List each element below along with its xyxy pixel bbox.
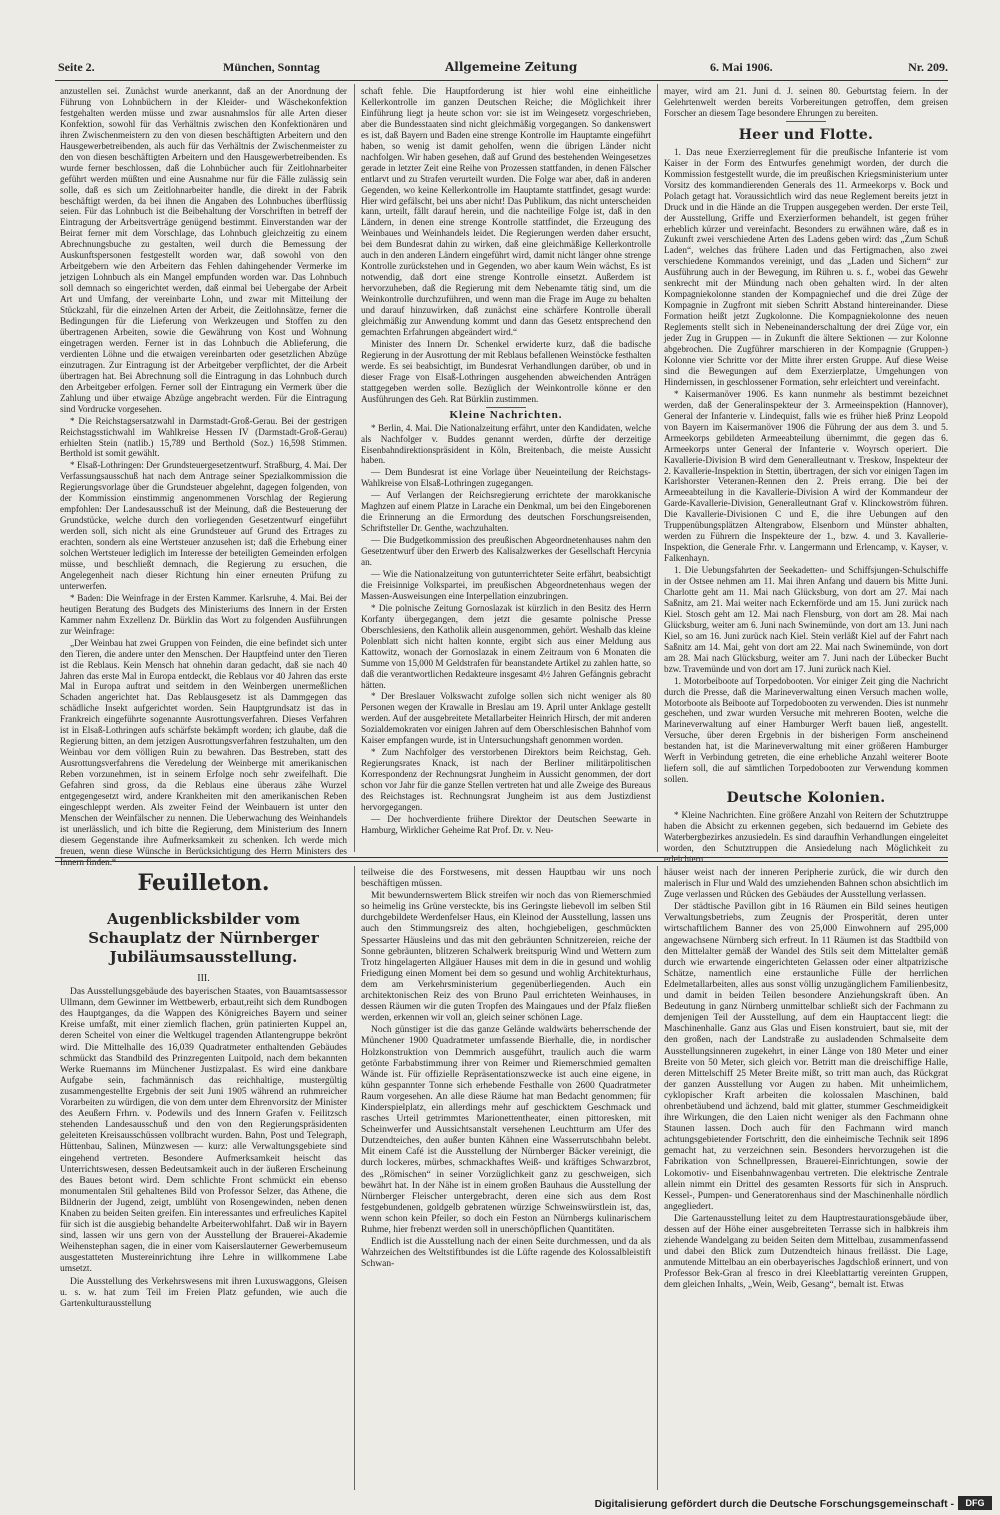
- paragraph: 1. Die Uebungsfahrten der Seekadetten- und Schiffsjungen-Schulschiffe in der Ostsee nehmen am 11. Mai ihren Anfang und dauern bis Mitte Juni. Charlotte geht am 11. Mai nach Glücksburg, von dort am 27. Mai nach Saßnitz, am 21. Mai weiter nach Eckernförde und am 15. Juni zurück nach Kiel. Stosch geht am 12. Mai nach Flensburg, von dort am 28. Mai nach Glücksburg, weiter am 6. Juni nach Swinemünde, von dort am 13. Juni nach Kiel, so am 16. Juni zurück nach Kiel. Stein verläßt Kiel auf der Fahrt nach Saßnitz am 14. Mai, geht von dort am 22. Mai nach Swinemünde, von dort am 28. Mai nach Glücksburg, weiter am 7. Juni nach der Lübecker Bucht bzw. Travemünde und von dort am 17. Juni zurück nach Kiel.: [664, 565, 948, 674]
- paragraph: häuser weist nach der inneren Peripherie zurück, die wir durch den malerisch in Flur und Wald des umziehenden Bahnen schon absichtlich im Zuge verlassen und Rücken des Gebäudes der Ausstellung verlassen.: [664, 868, 948, 901]
- section-heading-deutsche-kolonien: Deutsche Kolonien.: [726, 790, 886, 807]
- digitization-credit: [594, 1496, 998, 1512]
- page-number: Seite 2.: [58, 60, 95, 74]
- paragraph: * Elsaß-Lothringen: Der Grundsteuergesetzentwurf. Straßburg, 4. Mai. Der Verfassungsausschuß hat nach dem Antrage seiner Spezialkommission die Regierungsvorlage über die Grundsteuer abgelehnt, dagegen folgenden, von der Kommission einstimmig angenommenen Vorschlag der Regierung empfohlen: Der Landesausschuß ist der Meinung, daß die Besteuerung der Grundstücke, welche durch den vorliegenden Gesetzentwurf eingeführt werden soll, sich nicht als eine Grundsteuer auf Grund des Ertrages zu erachten, sondern als eine Wertsteuer anzusehen ist; daß die Erhebung einer solchen Wertsteuer lediglich im Interesse der beteiligten Gemeinden erfolgen müsse, und beschließt demnach, die Regierung zu ersuchen, die Angelegenheit nach dieser Richtung hin einer erneuten Prüfung zu unterwerfen.: [60, 460, 347, 591]
- paragraph: — Der hochverdiente frühere Direktor der Deutschen Seewarte in Hamburg, Wirklicher Geheime Rat Prof. Dr. v. Neu-: [361, 813, 651, 835]
- paper-name: Allgemeine Zeitung: [445, 60, 578, 74]
- column-rule: [354, 866, 355, 1490]
- paragraph: * Berlin, 4. Mai. Die Nationalzeitung erfährt, unter den Kandidaten, welche als Nachfolger v. Buddes genannt werden, dürfte der derzeitige Eisenbahndirektionspräsident in Köln, Breitenbach, die meiste Aussicht haben.: [361, 422, 651, 466]
- paragraph: Endlich ist die Ausstellung nach der einen Seite durchmessen, und da als Wahrzeichen des Weltstiftbundes ist die Lüfte ragende des Kolossalbleistift Schwan-: [361, 1237, 651, 1270]
- article-title: Augenblicksbilder vom Schauplatz der Nürnberger Jubiläumsausstellung.: [88, 910, 319, 966]
- paragraph: * Kaisermanöver 1906. Es kann nunmehr als bestimmt bezeichnet werden, daß der Generalinspekteur der 3. Armeeinspektion (Hannover), General der Infanterie v. Lindequist, falls wie es früher hieß Prinz Leopold von Bayern im Kaisermanöver 1906 die Führung der aus dem 3. und 5. Armeekorps gebildeten Armeeabteilung übernimmt, die gegen das 6. Armeekorps unter General der Infanterie v. Woyrsch operiert. Die Kavallerie-Division B wird dem Generalleutnant v. Treskow, Inspekteur der 2. Kavallerie-Inspektion in Stettin, übertragen, der sich vor einigen Tagen im Karlshorster Veteranen-Rennen den 2. Preis errang. Die bei der Armeeabteilung in die Kavallerie-Division A wird der Kommandeur der Garde-Kavallerie-Division, Generalleutnant Graf v. Klinckowström führen. Die Kavallerie-Divisionen C und E, die ihre Uebungen auf den Truppenübungsplätzen Altengrabow, Elsenborn und Münster abhalten, werden zu Führern die Inspekteure der 1., bzw. 4. und 3. Kavallerie-Inspektion, die Generale Frhr. v. Langermann und Erlencamp, v. Kayser, v. Falkenhayn.: [664, 388, 948, 564]
- paragraph: 1. Das neue Exerzierreglement für die preußische Infanterie ist vom Kaiser in der Form des Entwurfes genehmigt worden, der durch die Kommission festgestellt wurde, die im preußischen Kriegsministerium unter Vorsitz des kommandierenden Generals des 11. Armeekorps v. Bock und Polach getagt hat. Voraussichtlich wird das neue Reglement bereits jetzt in Druck und in die Hände an die Truppen ausgegeben werden. Der erste Teil, der Ausstellung, Griffe und Exerzierformen behandelt, ist gegen früher erheblich kürzer und vereinfacht. Besonders zu erwähnen wäre, daß es in Zukunft zwei verschiedene Arten des Ladens geben wird: das „Zum Schuß Laden“, welches das frühere Laden und das Fertigmachen, also zwei verschiedene Kommandos vereinigt, und das „Laden und Sichern“ zur Ausführung auch in der Bewegung, im Rühren u. s. f., wobei das Gewehr senkrecht mit der Mündung nach oben gehalten wird. In der alten Kompagniekolonne standen der Kompagniechef und die drei Züge der Kompagnie in Zugfront mit sieben Schritt Abstand hintereinander. Diese Formation heißt jetzt Zugkolonne. Die Kompagniekolonne des neuen Reglements stellt sich in Nebeneinanderschaltung der drei Züge vor, ein jeder Zug in Gruppen — in Zukunft die ältere Sektionen — zur Kolonne abgebrochen. Die Zugführer marschieren in der Kompagnie (Gruppen-) Kolonne vier Schritte vor der Mitte ihrer ersten Gruppe. Auf diese Weise sind die Bewegungen auf dem Exerzierplatze, Umgehungen von Hindernissen, in geschlossener Formation, sehr erleichtert und vereinfacht.: [664, 146, 948, 387]
- issue-date: 6. Mai 1906.: [710, 60, 773, 74]
- paragraph: * Der Breslauer Volkswacht zufolge sollen sich nicht weniger als 80 Personen wegen der Krawalle in Breslau am 19. April unter Anklage gestellt werden. Auf der ausgebreitete Metallarbeiter Heinrich Hirsch, der mit anderen Sozialdemokraten vor einigen Jahren auf dem Oberschlesischen Bahnhof vom Kaiser empfangen wurde, ist in Untersuchungshaft genommen worden.: [361, 691, 651, 746]
- paragraph: * Die Reichstagsersatzwahl in Darmstadt-Groß-Gerau. Bei der gestrigen Reichstagsstichwahl im Wahlkreise Hessen IV (Darmstadt-Groß-Gerau) erhielten Stein (natlib.) 15,789 und Berthold (Soz.) 16,598 Stimmen. Berthold ist somit gewählt.: [60, 415, 347, 459]
- paragraph: * Die polnische Zeitung Gornoslazak ist kürzlich in den Besitz des Herrn Korfanty übergegangen, dem jetzt die gesamte polnische Presse Oberschlesiens, den Katholik allein ausgenommen, gehört. Weshalb das kleine Polenblatt sich nicht halten konnte, ergibt sich aus einer Meldung aus Kattowitz, wonach der Gornoslazak in einem Zeitraum von 6 Monaten die Summe von 15,000 M Geldstrafen für beanstandete Artikel zu zahlen hatte, so daß die verantwortlichen Redakteure insgesamt 4½ Jahren Gefängnis gebracht hätten.: [361, 602, 651, 690]
- feuilleton-title: Feuilleton.: [137, 870, 270, 896]
- paragraph: teilweise die des Forstwesens, mit dessen Hauptbau wir uns noch beschäftigen müssen.: [361, 868, 651, 890]
- paragraph: * Kleine Nachrichten. Eine größere Anzahl von Reitern der Schutztruppe haben die Absicht zu erkennen gegeben, sich bedauernd im Gebiete des Waterbergbezirkes anzusiedeln. Es sind daraufhin Verhandlungen eingeleitet worden, den Schutztruppen die Ansiedelung nach Möglichkeit zu erleichtern.: [664, 810, 948, 864]
- section-rule: [486, 407, 526, 408]
- section-rule: [786, 121, 826, 122]
- paragraph: 1. Motorbeiboote auf Torpedobooten. Vor einiger Zeit ging die Nachricht durch die Presse, daß die Marineverwaltung einen Versuch machen wolle, Motorboote als Beiboote auf Torpedobooten zu verwenden. Dies ist nunmehr geschehen, und zwar wurden Versuche mit mehreren Booten, welche die Marineverwaltung auf einer Hamburger Werft bauen ließ, angestellt. Versuche, über deren Ergebnis in der bisherigen Form anscheinend bestanden hat, ist die Marineverwaltung mit einer größeren Hamburger Werft in Verbindung getreten, die eine erhebliche Anzahl weiterer Boote liefern soll, die auf sämtlichen Torpedobooten zur Verwendung kommen sollen.: [664, 675, 948, 785]
- paragraph: — Auf Verlangen der Reichsregierung errichtete der marokkanische Maghzen auf einem Platze in Larache ein Denkmal, um bei den Eingeborenen die Erinnerung an die Ermordung des deutschen Forschungsreisenden, Schriftsteller Dr. Genthe, wachzuhalten.: [361, 490, 651, 534]
- feuilleton-divider: [55, 857, 948, 862]
- paragraph: schaft fehle. Die Hauptforderung ist hier wohl eine einheitliche Kellerkontrolle im ganzen Deutschen Reiche; die Möglichkeit ihrer Einführung liegt ja heute schon vor: sie ist im Weingesetz vorgeschrieben, aber die Bundesstaaten sind nicht gleichmäßig vorgegangen. So dankenswert es ist, daß Bayern und Baden eine strenge Kontrolle im Hauptamte eingeführt haben, so wenig ist damit geholfen, wenn die übrigen Länder nicht nachfolgen. Wir haben gesehen, daß auf Grund des bestehenden Weingesetzes gerade in letzter Zeit eine Reihe von Prozessen stattfanden, in denen Fälscher entlarvt und zu Strafen verurteilt wurden. Die Folge war aber, daß in anderen Gegenden, wo keine Kellerkontrolle im Hauptamte stattfindet, gesagt wurde: Hier wird gefälscht, bei uns aber nicht! Das Publikum, das nicht unterscheiden kann, urteilt, fällt darauf herein, und die nachteilige Folge ist, daß in den Ländern, in denen eine strenge Kontrolle stattfindet, die Erzeugung des Weinbaues und Weinhandels leidet. Die Regierungen werden daher ersucht, bei dem Bundesrat dahin zu wirken, daß eine gleichmäßige Kellerkontrolle auch in den anderen Ländern eingeführt wird, damit nicht länger ohne strenge Kontrolle zurückstehen und in Gegenden, wo aber kaum Wein wächst, Es ist notwendig, daß dort eine strenge Kontrolle einsetzt. Außerdem ist hervorzuheben, daß die Regierung mit dem Nebenamte tätig sind, um die Weinkontrolle durchzuführen, und wenn man die Frage im Auge zu behalten und darauf hinzuwirken, daß zunächst eine schärfere Kontrolle überall gleichmäßig zur Anwendung kommt und dann das Gesetz entsprechend den gemachten Erfahrungen abgeändert wird.“: [361, 86, 651, 337]
- column-rule: [657, 866, 658, 1490]
- feuilleton-column-1: [60, 868, 347, 1488]
- paragraph: Die Gartenausstellung leitet zu dem Hauptrestaurationsgebäude über, dessen auf der Höhe einer ausgebreiteten Terrasse sich in halbkreis ihm ziehende Wandelgang zu beiden Seiten dem Mittelbau, zusammenfassend und dabei den Blick zum Dutzendteich hinaus freilässt. Die Lage, anmutende Mittelbau an ein oberbayerisches Jagdschloß erinnert, und von Professor Bek-Gran al fresco in drei Kleeblattartig vereinten Gruppen, dem gleichen Inhalts, „Wein, Weib, Gesang“, bemalt ist. Etwas: [664, 1213, 948, 1291]
- paragraph: Mit bewundernswertem Blick streifen wir noch das von Riemerschmied so heimelig ins Grüne versteckte, bis ins Geringste liebevoll im selben Stil durchgebildete Werdenfelser Haus, ein Kleinod der Ausstellung, lassen uns auch den Stimmungsreiz des alten, hochgiebeligen, geschmückten Spessarter Häusleins und das mit den gebräunten Schnitzereien, reiche der Sonne gebräunten, blitzeren Schalwerk breitspurig Wind und Wettern zum Trotz hingelagerten Allgäuer Hauses mit dem in die in gesund und wohlig Friedigung einen Moment bei dem so gesund und wohlig Architekturhaus, dem am Verkehrsministerium gegenüberliegenden. Auch ein architektonischen Reiz des von Bruno Paul errichteten Weinhauses, in dessen Räumen wir die guten Tropfen des Maingaues und der Pfalz fließen werden, erkennen wir voll an, gleich seiner schönen Lage.: [361, 891, 651, 1024]
- column-rule: [657, 84, 658, 852]
- paragraph: Der städtische Pavillon gibt in 16 Räumen ein Bild seines heutigen Verwaltungsbetriebs, zum Zeugnis der Prosperität, deren unter wirtschaftlichem Banner des von 25,000 Einwohnern auf 295,000 angewachsene Nürnberg sich erfreut. In 11 Räumen ist das Stadtbild von den Mittelalter gemäß der Wandel des Stils seit dem Mittelalter gemäß durch wie erwartende eingerichteten Gelassen oder einer altpatrizische Schätze, namentlich eine erstaunliche Fülle der herrlichen Edelmetallarbeiten, alles aus sonst völlig unzugänglichem Familienbesitz, und damit in beiden Teilen besondere Anziehungskraft üben. An Bedeutung in ganz Nürnberg unmittelbar schließt sich der Fachmann zu demjenigen Teil der Ausstellung, auf dem ein Hauptaccent liegt: die Maschinenhalle. Ganz aus Glas und Eisen konstruiert, baut sie, mit der den großen, nach der Landstraße zu ausladenden Schmalseite dem Ausstellungsinneren zugekehrt, in einer Länge von 180 Meter und einer Breite von 50 Meter, sich gleich vor. Betritt man die dreischiffige Halle, deren Mittelschiff 25 Meter Breite mißt, so tritt man auch, das Rückgrat der ganzen Ausstellung vor Augen zu haben. Mit unheimlichem, cyklopischer Kraft arbeiten die kolossalen Maschinen, bald ohrenbetäubend und ächzend, bald mit glatter, stummer Geschmeidigkeit ihre Wirkungen, die den Laien nicht weniger als den Fachmann ohne Staunen lassen. Doch auch für den Fachmann wird manch achtungsgebietender Fortschritt, den die einheimische Technik seit 1896 gemacht hat, zu verzeichnen sein. Besonders hervorzugehen ist die Fabrikation von Schnellpressen, Brauerei-Einrichtungen, sowie der Lokomotiv- und Eisenbahnwagenbau vertreten. Die elektrische Zentrale allein nimmt ein Drittel des gesamten Ressorts für sich in Anspruch. Kessel-, Pumpen- und Generatorenhaus sind der Maschinenhalle nördlich angegliedert.: [664, 902, 948, 1212]
- paragraph: * Zum Nachfolger des verstorbenen Direktors beim Reichstag, Geh. Regierungsrates Knack, ist nach der Berliner militärpolitischen Korrespondenz der Rechnungsrat Jungheim in Aussicht genommen, der dort schon vor Jahr für die ganze Stellen vertreten hat und alle Zweige des Bureaus des Reichstages ist. Rechnungsrat Jungheim ist aus dem Justizdienst hervorgegangen.: [361, 747, 651, 812]
- paragraph: — Die Budgetkommission des preußischen Abgeordnetenhauses nahm den Gesetzentwurf über den Erwerb des Kalisalzwerkes der Gesellschaft Hercynia an.: [361, 535, 651, 568]
- paragraph: * Baden: Die Weinfrage in der Ersten Kammer. Karlsruhe, 4. Mai. Bei der heutigen Beratung des Budgets des Ministeriums des Innern in der Ersten Kammer nahm Exzellenz Dr. Bürklin das Wort zu folgenden Ausführungen zur Weinfrage:: [60, 592, 347, 636]
- running-head: [58, 60, 948, 78]
- column-3: [664, 86, 948, 864]
- paragraph: — Dem Bundesrat ist eine Vorlage über Neueinteilung der Reichstags-Wahlkreise von Elsaß-Lothringen zugegangen.: [361, 467, 651, 489]
- section-heading: Kleine Nachrichten.: [449, 408, 563, 421]
- paragraph: Die Ausstellung des Verkehrswesens mit ihren Luxuswaggons, Gleisen u. s. w. hat zum Teil im Freien Platz gefunden, wie auch die Gartenkulturausstellung: [60, 1276, 347, 1309]
- paragraph: Das Ausstellungsgebäude des bayerischen Staates, von Bauamtsassessor Ullmann, dem Gewinner im Wettbewerb, erbaut,reiht sich dem Rundbogen des Hauptganges, da die Wappen des Königreiches Bayern und seiner Kreise umfaßt, mit einer ziemlich flachen, grün patinierten Kuppel an, deren Scheitel von einer die Weltkugel tragenden Atlantengruppe bekrönt wird. Die Mittelhalle des 16,039 Quadratmeter enthaltenden Gebäudes schmückt das Standbild des Prinzregenten Luitpold, nach dem bekannten Werke Ruemanns im Münchener Justizpalast. Es wird eine dankbare Aufgabe sein, fachmännisch das reichhaltige, mustergültig zusammengestellte Ergebnis der seit Juni 1905 während an ruhmreicher Vorarbeiten zu würdigen, die von dem unter dem Ehrenvorsitz der Minister des Aeußern Frhrn. v. Podewils und des Innern Grafen v. Feilitzsch stehenden Landesausschuß und den von den Regierungspräsidenten geleiteten Kreisausschüssen vollbracht wurden. Bahn, Post und Telegraph, Hüttenbau, Salinen, Münzwesen — kurz: alle Verwaltungsgebiete sind eingehend vertreten. Besondere Aufmerksamkeit heischt das Unterrichtswesen, dessen Bedeutsamkeit auch in der äußeren Erscheinung des Baues betont wird. Dem schlichte Front schmückt ein ebenso monumentalen Stil gehaltenes Bild von Professor Selzer, das Athene, die Bildnerin der Jugend, zeigt, umblüht von Rosengewinden, neben denen Knaben zu beiden Seiten greifen. Ein interessantes und erfreuliches Kapitel für sich ist die ausgiebig behandelte Arbeiterwohlfahrt. Daß wir in Bayern sind, lassen wir uns gern von der Ausstellung der Brauerei-Akademie Weihenstephan sagen, die in einer vom Kaiserslauterner Gewerbemuseum ausgestatteten Mustereinrichtung ihre Lehre in willkommene Labe umsetzt.: [60, 987, 348, 1275]
- paragraph: Minister des Innern Dr. Schenkel erwiderte kurz, daß die badische Regierung in der Ausrottung der mit Reblaus befallenen Weinstöcke festhalten werde. Es sei beabsichtigt, im Bundesrat Verhandlungen darüber, ob und in dieser Frage von Elsaß-Lothringen ausgehenden abweichenden Anträgen stattgegeben werden solle. Bezüglich der Weinkontrolle könne er den Ausführungen des Geh. Rat Bürklin zustimmen.: [361, 338, 651, 404]
- column-2: [361, 86, 651, 849]
- paragraph: mayer, wird am 21. Juni d. J. seinen 80. Geburtstag feiern. In der Gelehrtenwelt werden bereits Vorbereitungen getroffen, dem greisen Forscher an diesem Tage besondere Ehrungen zu bereiten.: [664, 86, 948, 118]
- paragraph: — Wie die Nationalzeitung von gutunterrichteter Seite erfährt, beabsichtigt die Freisinnige Volkspartei, im preußischen Abgeordnetenhaus wegen der Massen-Ausweisungen eine Interpellation einzubringen.: [361, 568, 651, 601]
- paragraph: Noch günstiger ist die das ganze Gelände waldwärts beherrschende der Münchener 1900 Quadratmeter umfassende Bierhalle, die, in nordischer Holzkonstruktion von Demmrich ausgeführt, traulich auch die warm getönte Farbabstimmung ihrer von Reimer und Riemerschmied gemalten Wände ist. Für offizielle Repräsentationszwecke ist auch eine eigene, in kühn gespannter Tonne sich erhebende Festhalle von 2600 Quadratmeter Raum vorgesehen. An alle diese Räume hat man Bedacht genommen; für Kinderspielplatz, ein allerdings mehr auf geschicktem Geschmack und rasches Urteil getrimmtes Marionettentheater, einen pittoresken, mit Scheinwerfer und Aussichtsanstalt versehenen Leuchtturm am Ufer des Dutzendteiches, den außer bunten Kähnen eine Wasserrutschbahn belebt. Mit einem Café ist die Ausstellung der Nürnberger Bäcker vereinigt, die durch lockeres, mürbes, schmackhaftes Weiß- und kräftiges Schwarzbrot, des „Römischen“ in seiner Vorzüglichkeit ganz zu geschweigen, sich bewährt hat. In der Nähe ist in einem großen Bauhaus die Ausstellung der Nürnberger Fleischer untergebracht, deren eine sich aus dem Rost festgebundenen, goldgelb gebratenen würzige Schweinswürstlein ist, das, wenn schon kein Pfeiler, so doch ein Feston an Nürnbergs kulinarischem Ruhme, hier frebenzt werden soll in unerschöpflichen Quantitäten.: [361, 1025, 651, 1235]
- issue-number: Nr. 209.: [908, 60, 948, 74]
- feuilleton-column-2: [361, 868, 651, 1488]
- paragraph: anzustellen sei. Zunächst wurde anerkannt, daß an der Anordnung der Führung von Lohnbüchern in der Kleider- und Wäschekonfektion festgehalten werden müsse und zwar ausnahmslos für alle Arten dieser Konfektion, sowohl für das Verhältnis zwischen den Konfektionären und ihren Zwischenmeistern zu den von diesen beschäftigten Arbeitern und den Hausgewerbetreibenden, als auch für das Verhältnis der Zwischenmeister zu den von diesen beschäftigten Arbeitern und den Hausgewerbetreibenden. Es wurde ferner beschlossen, daß die Lohnbücher auch für Zeitlohnarbeiter geführt werden müßten und eine Ausnahme nur für die Fälle zulässig sein solle, daß es sich um Zeitlohnarbeiter handle, die direkt in der Fabrik beschäftigt werden, da bei ihnen die Angaben des Lohnbuches überflüssig seien. Für das Lohnbuch ist die Beibehaltung der Vorschriften in betreff der Eintragung der Arbeitsverträge genügend bestimmt. Einverstanden war der Beirat ferner mit dem Vorschlage, das Lohnbuch gleichzeitig zu einem Abrechnungsbuche zu gestalten, weil durch die Bemessung der Auskunftspersonen festgestellt worden war, daß sowohl von den Arbeitgebern wie den Arbeitern das Fehlen dahingehender Vermerke im jetzigen Lohnbuch als ein Mangel empfunden worden war. Das Lohnbuch soll demnach so eingerichtet werden, daß einmal bei Uebergabe der Arbeit Art und Umfang, der vereinbarte Lohn, und zwar mit Mitteilung der Stückzahl, für die einzelnen Arten der Arbeit, die Zeitlohnsätze, ferner die Bedingungen für die Lieferung von Werkzeugen und Stoffen zu den übertragenen Arbeiten, sowie die Gewährung von Kost und Wohnung eingetragen werden. Ferner ist in das Lohnbuch die Ablieferung, die verdienten Löhne und die etwaigen vereinbarten oder gesetzlichen Abzüge einzutragen. Zur Eintragung ist der Arbeitgeber verpflichtet, der die Arbeit übertragen hat. Bei Abrechnung soll die Eintragung in das Lohnbuch durch den Arbeitgeber erfolgen. Ferner soll der Eintragung ein Vermerk über die Zahlung und über etwaige Abzüge angebracht werden. Für die Eintragung sind Vordrucke vorgesehen.: [60, 86, 347, 414]
- feuilleton-column-3: [664, 868, 948, 1488]
- column-rule: [354, 84, 355, 852]
- paragraph: „Der Weinbau hat zwei Gruppen von Feinden, die eine befindet sich unter den Tieren, die andere unter den Menschen. Der Hauptfeind unter den Tieren ist die Reblaus. Kein Mensch hat ohnehin daran gedacht, daß sie nach 40 Jahren das erste Mal in Europa entdeckt, die Reblaus vor 40 Jahren das erste Mal in Europa auftrat und seitdem in den Weinbergen unermeßlichen Schaden angerichtet hat. Das Reblausgesetz ist als Dammgegen das schädliche Insekt aufgerichtet worden. Sein Hauptgrundsatz ist das in Frankreich eingeführte sogenannte Ausrottungsverfahren. Dieses Verfahren ist in Elsaß-Lothringen aufs schärfste bekämpft worden; ich glaube, daß die Regierung bitten, an dem jetzigen Ausrottungsverfahren festzuhalten, um den Weinbau vor dem völligen Ruin zu bewahren. Das Bestreben, statt des Ausrottungsverfahrens die Veredelung der Weinberge mit amerikanischen Reben vorzunehmen, ist in seinem Erfolge noch sehr zweifelhaft. Die Gefahren sind gross, da die Reblaus eine überaus zähe Wurzel entgegengesetzt wird, andere Krankheiten mit den amerikanischen Reben eingeschleppt werden. Als zweiter Feind der Weinbauern ist unter den Menschen der Weinfälscher zu nennen. Die Ueberwachung des Weinhandels ist unerlässlich, und ich bitte die Regierung, dem Ministerium des Innern diesem Gegenstande ihre Aufmerksamkeit zu schenken. Ich werde mich freuen, wenn diese Wünsche in Berücksichtigung des Herrn Ministers des Innern finden.“: [60, 637, 347, 867]
- credit-text: Digitalisierung gefördert durch die Deutsche Forschungsgemeinschaft -: [594, 1498, 954, 1510]
- dfg-logo: DFG: [958, 1496, 992, 1510]
- column-1: [60, 86, 347, 867]
- section-heading-heer-und-flotte: Heer und Flotte.: [738, 126, 874, 143]
- header-rule: [55, 80, 948, 81]
- place-day: München, Sonntag: [223, 60, 320, 74]
- article-part: III.: [197, 973, 210, 984]
